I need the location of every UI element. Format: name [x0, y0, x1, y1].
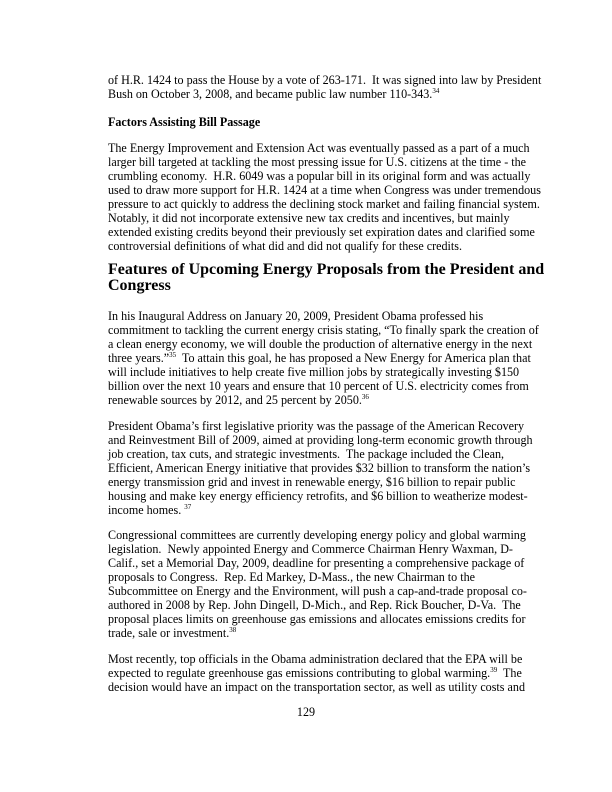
line-text: Efficient, American Energy initiative that provides $32 billion to transform the nation’s	[108, 461, 531, 475]
text-line	[108, 183, 541, 197]
line-text: three years.”	[108, 351, 170, 365]
text-line	[108, 447, 528, 461]
line-text: To attain this goal, he has proposed a New Energy for America plan that	[176, 351, 531, 365]
paragraph	[108, 309, 539, 407]
line-text: Bush on October 3, 2008, and became public law number 110-343.	[108, 87, 433, 101]
paragraph	[108, 73, 542, 101]
section-title	[108, 261, 545, 294]
line-text: and Reinvestment Bill of 2009, aimed at providing long-term economic growth through	[108, 433, 533, 447]
footnote-reference[interactable]: 37	[184, 503, 192, 511]
text-line	[108, 169, 531, 183]
text-line	[108, 433, 533, 447]
line-text: In his Inaugural Address on January 20, 2009, President Obama professed his	[108, 309, 484, 323]
text-line	[108, 365, 528, 379]
text-line	[108, 652, 528, 666]
text-line	[108, 419, 528, 433]
line-text: commitment to tackling the current energy crisis stating, “To finally spark the creation of	[108, 323, 539, 337]
text-line	[108, 570, 528, 584]
footnote-reference[interactable]: 34	[432, 87, 440, 95]
page-number: 129	[296, 705, 316, 719]
line-text: Subcommittee on Energy and the Environment, will push a cap-and-trade proposal co-	[108, 584, 527, 598]
line-text: will include initiatives to help create five million jobs by strategically investing $150	[108, 365, 520, 379]
text-line	[108, 666, 528, 680]
paragraph	[108, 528, 528, 640]
text-line	[108, 598, 528, 612]
footnote-reference[interactable]: 35	[169, 351, 177, 359]
text-line	[108, 393, 528, 407]
line-text: controversial definitions of what did and did not qualify for these credits.	[108, 239, 462, 253]
line-text: legislation. Newly appointed Energy and Commerce Chairman Henry Waxman, D-	[108, 542, 513, 556]
line-text: of H.R. 1424 to pass the House by a vote of 263-171. It was signed into law by President	[108, 73, 542, 87]
text-line	[108, 626, 528, 640]
line-text: renewable sources by 2012, and 25 percent by 2050.	[108, 393, 362, 407]
line-text: job creation, tax cuts, and strategic investments. The package included the Clean,	[108, 447, 505, 461]
line-text: Congressional committees are currently developing energy policy and global warming	[108, 528, 526, 542]
text-line	[108, 528, 528, 542]
line-text: Calif., set a Memorial Day, 2009, deadline for presenting a comprehensive package of	[108, 556, 525, 570]
footnote-reference[interactable]: 39	[490, 666, 498, 674]
line-text: The Energy Improvement and Extension Act was eventually passed as a part of a much	[108, 141, 530, 155]
section-heading: Factors Assisting Bill Passage	[108, 115, 261, 129]
line-text: Notably, it did not incorporate extensive new tax credits and incentives, but mainly	[108, 211, 510, 225]
text-line	[108, 309, 528, 323]
title-line: Congress	[108, 277, 171, 294]
text-line	[108, 612, 528, 626]
line-text: housing and make key energy efficiency retrofits, and $6 billion to weatherize modest-	[108, 489, 528, 503]
line-text: The	[497, 666, 522, 680]
line-text: larger bill targeted at tackling the most pressing issue for U.S. citizens at the time - the	[108, 155, 527, 169]
text-line	[108, 337, 533, 351]
line-text: expected to regulate greenhouse gas emissions contributing to global warming.	[108, 666, 491, 680]
text-line	[108, 323, 539, 337]
text-line	[108, 141, 528, 155]
text-line	[108, 73, 542, 87]
line-text: a clean energy economy, we will double the production of alternative energy in the next	[108, 337, 533, 351]
text-line	[108, 680, 528, 694]
line-text: authored in 2008 by Rep. John Dingell, D-Mich., and Rep. Rick Boucher, D-Va. The	[108, 598, 521, 612]
text-line	[108, 155, 528, 169]
line-text: billion over the next 10 years and ensure that 10 percent of U.S. electricity comes from	[108, 379, 529, 393]
line-text: pressure to act quickly to address the declining stock market and failing financial system.	[108, 197, 540, 211]
text-line	[108, 584, 528, 598]
line-text: energy transmission grid and invest in renewable energy, $16 billion to repair public	[108, 475, 516, 489]
text-line	[108, 542, 528, 556]
text-line	[108, 503, 528, 517]
line-text: used to draw more support for H.R. 1424 at a time when Congress was under tremendous	[108, 183, 541, 197]
text-line	[108, 87, 528, 101]
paragraph	[108, 141, 541, 253]
footnote-reference[interactable]: 38	[229, 626, 237, 634]
text-line	[108, 239, 528, 253]
line-text: proposals to Congress. Rep. Ed Markey, D-Mass., the new Chairman to the	[108, 570, 476, 584]
text-line	[108, 197, 540, 211]
title-line: Features of Upcoming Energy Proposals from the President and	[108, 261, 545, 278]
line-text: income homes.	[108, 503, 185, 517]
footnote-reference[interactable]: 36	[361, 393, 369, 401]
line-text: crumbling economy. H.R. 6049 was a popular bill in its original form and was actually	[108, 169, 531, 183]
line-text: trade, sale or investment.	[108, 626, 230, 640]
text-line	[108, 475, 528, 489]
text-line	[108, 211, 528, 225]
line-text: President Obama’s first legislative priority was the passage of the American Recovery	[108, 419, 525, 433]
text-line	[108, 225, 535, 239]
paragraph	[108, 652, 528, 694]
text-line	[108, 489, 528, 503]
text-line	[108, 461, 531, 475]
line-text: decision would have an impact on the transportation sector, as well as utility costs and	[108, 680, 525, 694]
text-line	[108, 351, 531, 365]
text-line	[108, 379, 528, 393]
line-text: Most recently, top officials in the Obama administration declared that the EPA will be	[108, 652, 523, 666]
text-line	[108, 556, 528, 570]
line-text: extended existing credits beyond their previously set expiration dates and clarified some	[108, 225, 535, 239]
paragraph	[108, 419, 533, 517]
line-text: proposal places limits on greenhouse gas emissions and allocates emissions credits for	[108, 612, 526, 626]
